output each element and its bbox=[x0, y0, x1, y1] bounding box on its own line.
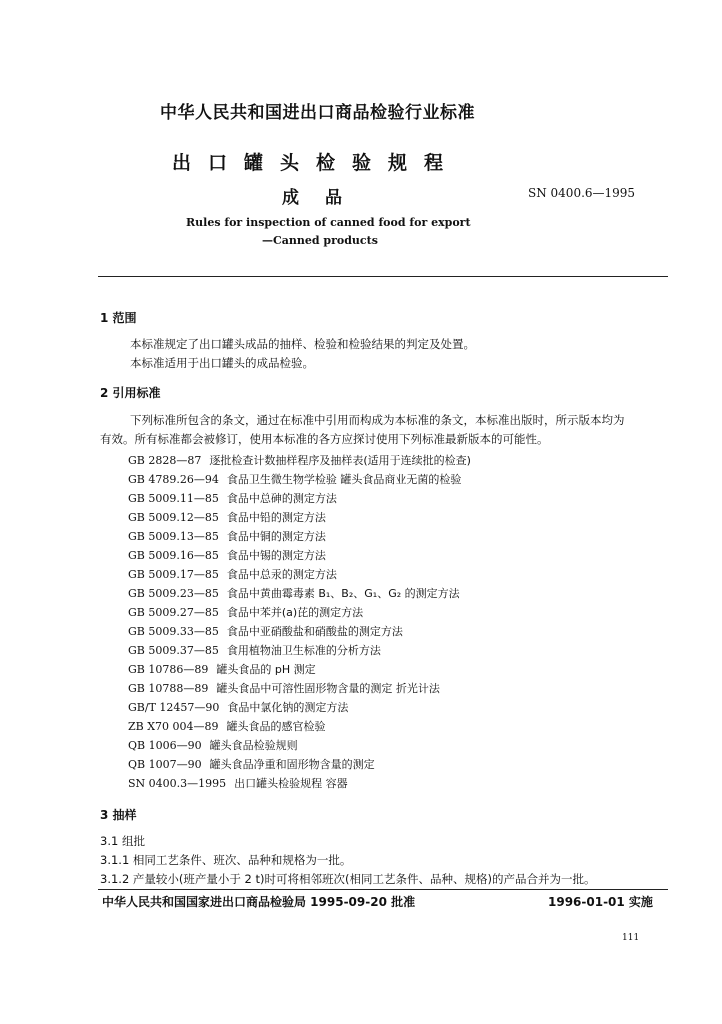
reference-code: ZB X70 004—89 bbox=[128, 720, 219, 733]
reference-code: GB 10788—89 bbox=[128, 682, 209, 695]
reference-item bbox=[128, 565, 471, 584]
reference-code: GB 4789.26—94 bbox=[128, 473, 219, 486]
document-subtitle: 成品 bbox=[282, 188, 368, 208]
implementation-date: 1996-01-01 实施 bbox=[548, 895, 653, 909]
section-1-heading: 1 范围 bbox=[100, 311, 137, 325]
reference-item bbox=[128, 451, 471, 470]
reference-item bbox=[128, 603, 471, 622]
reference-title: 罐头食品检验规则 bbox=[209, 739, 298, 752]
page-number: 111 bbox=[622, 933, 640, 943]
reference-code: GB 5009.12—85 bbox=[128, 511, 219, 524]
reference-code: GB 10786—89 bbox=[128, 663, 209, 676]
section-2-heading: 2 引用标准 bbox=[100, 386, 161, 400]
reference-title: 食品中锡的测定方法 bbox=[226, 549, 326, 562]
reference-code: GB/T 12457—90 bbox=[128, 701, 220, 714]
reference-title: 食品中黄曲霉毒素 B₁、B₂、G₁、G₂ 的测定方法 bbox=[226, 587, 460, 600]
reference-code: GB 2828—87 bbox=[128, 454, 202, 467]
reference-title: 罐头食品的感官检验 bbox=[226, 720, 326, 733]
reference-title: 食品卫生微生物学检验 罐头食品商业无菌的检验 bbox=[226, 473, 462, 486]
reference-title: 罐头食品的 pH 测定 bbox=[216, 663, 316, 676]
reference-item bbox=[128, 755, 471, 774]
reference-item bbox=[128, 660, 471, 679]
section-1-paragraph-2: 本标准适用于出口罐头的成品检验。 bbox=[130, 356, 314, 370]
standard-code: SN 0400.6—1995 bbox=[528, 186, 636, 200]
reference-item bbox=[128, 679, 471, 698]
reference-title: 食用植物油卫生标准的分析方法 bbox=[226, 644, 381, 657]
reference-code: QB 1006—90 bbox=[128, 739, 202, 752]
section-2-paragraph-line-1: 下列标准所包含的条文，通过在标准中引用而构成为本标准的条文，本标准出版时，所示版本均为 bbox=[130, 413, 625, 427]
reference-code: GB 5009.13—85 bbox=[128, 530, 219, 543]
english-subtitle: —Canned products bbox=[262, 234, 378, 247]
reference-code: GB 5009.11—85 bbox=[128, 492, 219, 505]
english-title: Rules for inspection of canned food for export bbox=[186, 216, 471, 229]
reference-code: GB 5009.27—85 bbox=[128, 606, 219, 619]
reference-item bbox=[128, 527, 471, 546]
reference-code: GB 5009.23—85 bbox=[128, 587, 219, 600]
section-3-heading: 3 抽样 bbox=[100, 808, 137, 822]
reference-item bbox=[128, 584, 471, 603]
section-3-1-2: 3.1.2 产量较小(班产量小于 2 t)时可将相邻班次(相同工艺条件、品种、规格)的产品合并为一批。 bbox=[100, 872, 596, 886]
reference-title: 食品中苯并(a)芘的测定方法 bbox=[226, 606, 364, 619]
reference-title: 逐批检查计数抽样程序及抽样表(适用于连续批的检查) bbox=[209, 454, 471, 467]
reference-code: GB 5009.37—85 bbox=[128, 644, 219, 657]
reference-title: 食品中亚硝酸盐和硝酸盐的测定方法 bbox=[226, 625, 403, 638]
reference-title: 罐头食品中可溶性固形物含量的测定 折光计法 bbox=[216, 682, 440, 695]
reference-title: 食品中氯化钠的测定方法 bbox=[227, 701, 349, 714]
reference-title: 食品中铅的测定方法 bbox=[226, 511, 326, 524]
reference-item bbox=[128, 717, 471, 736]
header-divider bbox=[98, 276, 668, 277]
reference-title: 食品中总砷的测定方法 bbox=[226, 492, 337, 505]
reference-title: 罐头食品净重和固形物含量的测定 bbox=[209, 758, 375, 771]
reference-code: GB 5009.17—85 bbox=[128, 568, 219, 581]
section-3-1-1: 3.1.1 相同工艺条件、班次、品种和规格为一批。 bbox=[100, 853, 352, 867]
reference-code: QB 1007—90 bbox=[128, 758, 202, 771]
reference-code: GB 5009.33—85 bbox=[128, 625, 219, 638]
reference-item bbox=[128, 489, 471, 508]
reference-item bbox=[128, 470, 471, 489]
reference-list bbox=[128, 451, 471, 793]
section-3-1-heading: 3.1 组批 bbox=[100, 834, 145, 848]
reference-item bbox=[128, 508, 471, 527]
issuer-title: 中华人民共和国进出口商品检验行业标准 bbox=[160, 103, 475, 123]
approval-line: 中华人民共和国国家进出口商品检验局 1995-09-20 批准 bbox=[102, 895, 416, 909]
reference-code: SN 0400.3—1995 bbox=[128, 777, 227, 790]
reference-item bbox=[128, 736, 471, 755]
reference-item bbox=[128, 622, 471, 641]
reference-title: 食品中总汞的测定方法 bbox=[226, 568, 337, 581]
reference-code: GB 5009.16—85 bbox=[128, 549, 219, 562]
document-title: 出口罐头检验规程 bbox=[172, 152, 461, 174]
reference-title: 出口罐头检验规程 容器 bbox=[234, 777, 348, 790]
reference-item bbox=[128, 641, 471, 660]
reference-item bbox=[128, 546, 471, 565]
reference-title: 食品中铜的测定方法 bbox=[226, 530, 326, 543]
footer-divider bbox=[98, 889, 668, 890]
section-1-paragraph-1: 本标准规定了出口罐头成品的抽样、检验和检验结果的判定及处置。 bbox=[130, 337, 475, 351]
section-2-paragraph-line-2: 有效。所有标准都会被修订，使用本标准的各方应探讨使用下列标准最新版本的可能性。 bbox=[100, 432, 549, 446]
reference-item bbox=[128, 774, 471, 793]
reference-item bbox=[128, 698, 471, 717]
